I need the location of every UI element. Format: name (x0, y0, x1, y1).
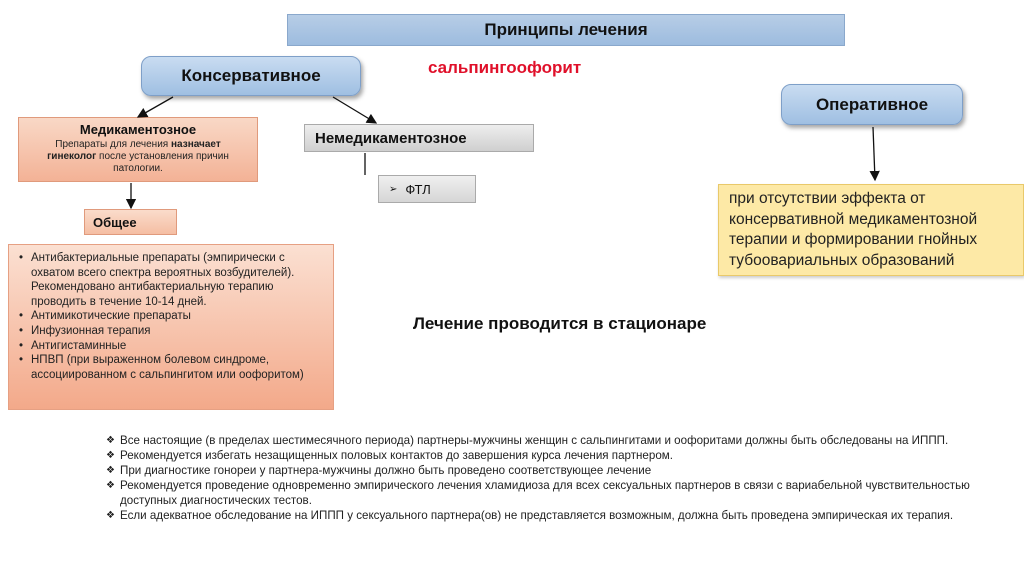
note-item: ❖ Если адекватное обследование на ИППП у сексуального партнера(ов) не представляется возможным, должна быть проведена эмпирическая их терапия. (106, 509, 986, 524)
medication-text-bold-2: гинеколог (47, 151, 97, 162)
medication-text-pre: Препараты для лечения (55, 139, 171, 150)
operative-condition-text: при отсутствии эффекта от консервативной медикаментозной терапии и формировании гнойных тубоовариальных образований (729, 190, 978, 269)
arrow-to-operative-condition (873, 127, 875, 180)
arrow-to-non-medication (333, 97, 376, 123)
note-item: ❖ При диагностике гонореи у партнера-мужчины должно быть проведено соответствующее лечение (106, 464, 986, 479)
note-item: ❖ Все настоящие (в пределах шестимесячного периода) партнеры-мужчины женщин с сальпингитами и оофоритами должны быть обследованы на ИППП. (106, 434, 986, 449)
note-item: ❖ Рекомендуется избегать незащищенных половых контактов до завершения курса лечения партнером. (106, 449, 986, 464)
arrow-to-medication (138, 97, 173, 117)
medication-text-post: после установления причин патологии. (96, 151, 229, 174)
medication-text-bold-1: назначает (171, 139, 221, 150)
page-title: Принципы лечения (484, 20, 648, 39)
arrow-bullet-icon: ➢ (389, 183, 398, 195)
general-item-antimycotic: • Антимикотические препараты (31, 309, 325, 324)
general-item-infusion: • Инфузионная терапия (31, 324, 325, 339)
note-item: ❖ Рекомендуется проведение одновременно эмпирического лечения хламидиоза для всех сексуальных партнеров в связи с вариабельной чувствительностью доступных диагностических тестов. (106, 479, 986, 509)
general-label: Общее (93, 214, 137, 230)
general-item-nsaid: • НПВП (при выраженном болевом синдроме, ассоциированном с сальпингитом или оофоритом) (31, 353, 325, 382)
ftl-label: ФТЛ (405, 181, 431, 197)
general-item-antihistamine: • Антигистаминные (31, 339, 325, 354)
station-note: Лечение проводится в стационаре (413, 314, 707, 333)
general-item-antibacterial: • Антибактериальные препараты (эмпирически с охватом всего спектра вероятных возбудителей). Рекомендовано антибактериальную терапию проводить в течение 10-14 дней. (31, 251, 325, 309)
conservative-label: Консервативное (181, 66, 321, 85)
operative-label: Оперативное (815, 94, 929, 114)
medication-title: Медикаментозное (79, 122, 197, 137)
non-medication-label: Немедикаментозное (315, 129, 467, 147)
diagnosis-subtitle: сальпингоофорит (428, 58, 582, 77)
